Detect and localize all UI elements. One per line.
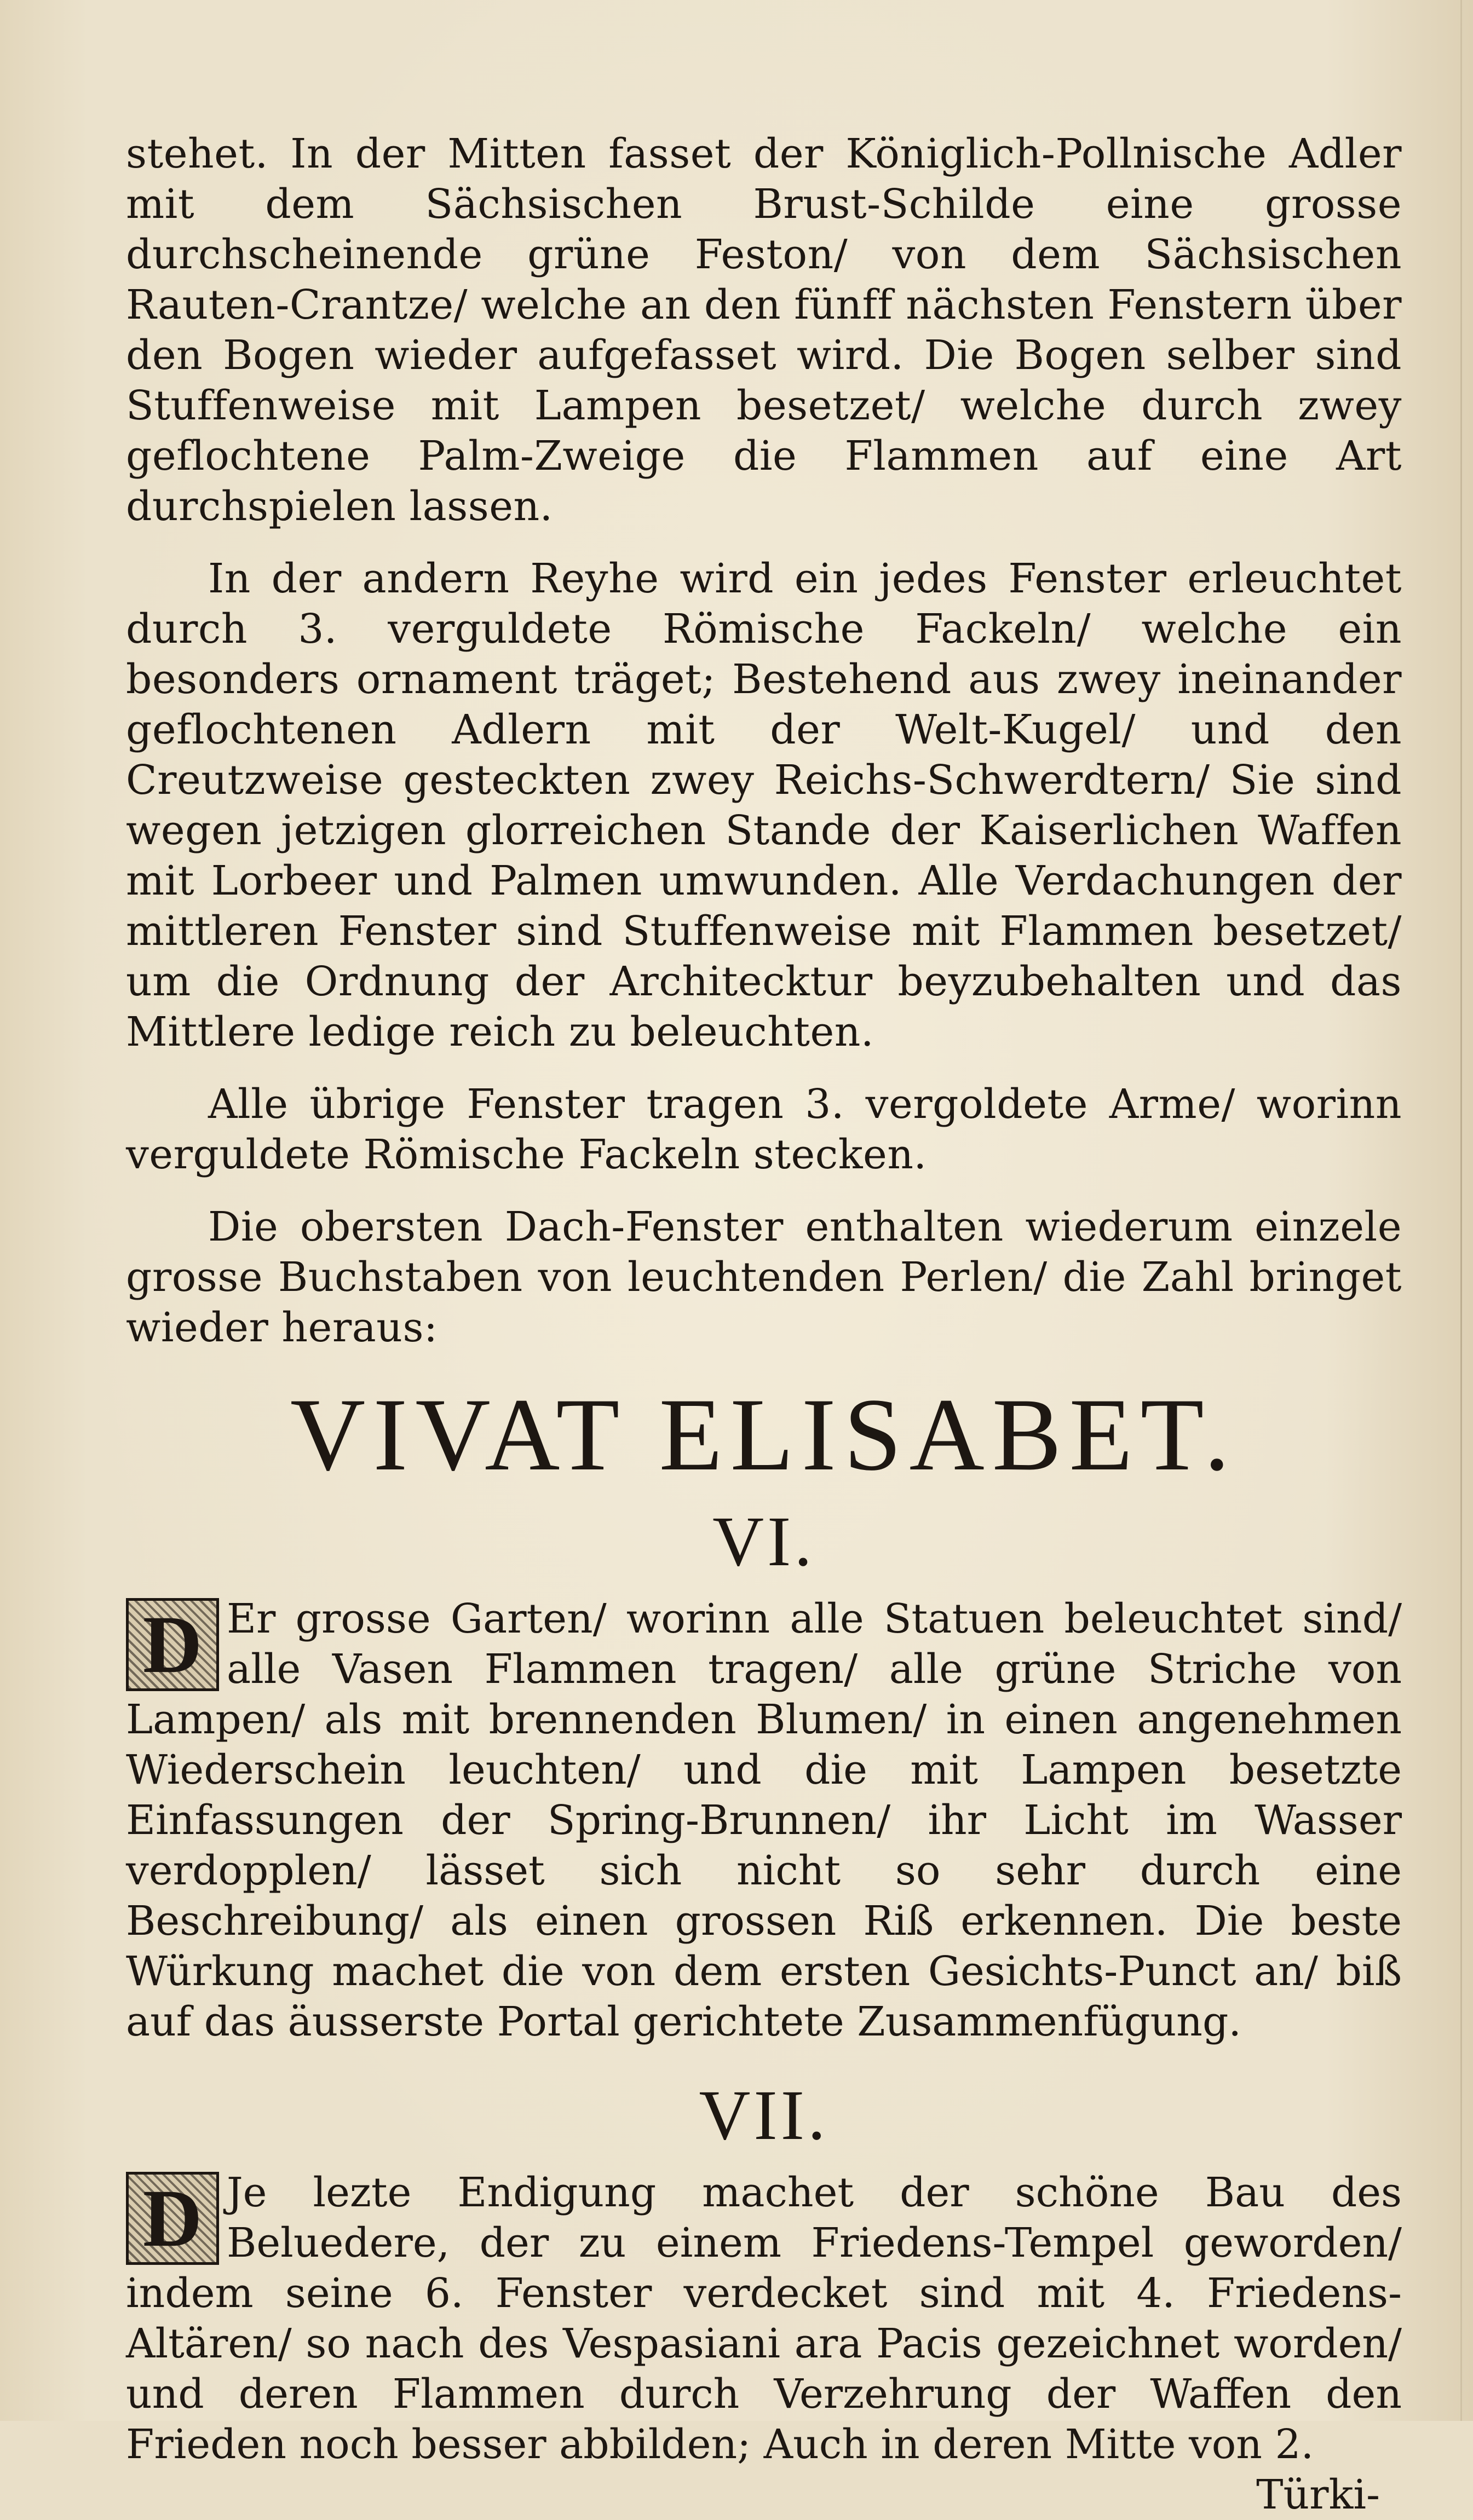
spacer: [126, 1180, 1402, 1202]
section-numeral-vii: VII.: [699, 2076, 829, 2155]
text-block: [126, 129, 1402, 2520]
paragraph-torches: In der andern Reyhe wird ein jedes Fenster erleuchtet durch 3. verguldete Römische Fackeln/ welche ein besonders ornament träget; Bestehend aus zwey ineinander geflochtenen Adlern mit der Welt-Kugel/ und den Creutzweise gesteckten zwey Reichs-Schwerdtern/ Sie sind wegen jetzigen glorreichen Stande der Kaiserlichen Waffen mit Lorbeer und Palmen umwunden. Alle Verdachungen der mittleren Fenster sind Stuffenweise mit Flammen besetzet/ um die Ordnung der Architecktur beyzubehalten und das Mittlere ledige reich zu beleuchten.: [126, 555, 1402, 1056]
catchword: Türki-: [1256, 2471, 1380, 2518]
initial-letter: D: [142, 2173, 203, 2264]
paragraph-continued: stehet. In der Mitten fasset der Königlich-Pollnische Adler mit dem Sächsischen Brust-Schilde eine grosse durchscheinende grüne Feston/ von dem Sächsischen Rauten-Crantze/ welche an den fünff nächsten Fenstern über den Bogen wieder aufgefasset wird. Die Bogen selber sind Stuffenweise mit Lampen besetzet/ welche durch zwey geflochtene Palm-Zweige die Flammen auf eine Art durchspielen lassen.: [126, 130, 1402, 530]
decorated-initial: [126, 2172, 219, 2265]
section-numeral-vi: VI.: [712, 1502, 815, 1581]
spacer: [126, 1057, 1402, 1079]
section-vi-paragraph: [126, 1594, 1402, 2047]
paragraph-roof-windows: Die obersten Dach-Fenster enthalten wiederum einzele grosse Buchstaben von leuchtenden Perlen/ die Zahl bringet wieder heraus:: [126, 1203, 1402, 1351]
paragraph-other-windows: Alle übrige Fenster tragen 3. vergoldete Arme/ worinn verguldete Römische Fackeln stecken.: [126, 1081, 1402, 1178]
initial-letter: D: [142, 1599, 203, 1690]
section-vi-text: Er grosse Garten/ worinn alle Statuen beleuchtet sind/ alle Vasen Flammen tragen/ alle grüne Striche von Lampen/ als mit brennenden Blumen/ in einen angenehmen Wiederschein leuchten/ und die mit Lampen besetzte Einfassungen der Spring-Brunnen/ ihr Licht im Wasser verdopplen/ lässet sich nicht so sehr durch eine Beschreibung/ als einen grossen Riß erkennen. Die beste Würkung machet die von dem ersten Gesichts-Punct an/ biß auf das äusserste Portal gerichtete Zusammenfügung.: [126, 1595, 1402, 2045]
motto-heading: VIVAT ELISABET.: [290, 1377, 1238, 1492]
section-vii-text: Je lezte Endigung machet der schöne Bau des Beluedere, der zu einem Friedens-Tempel geworden/ indem seine 6. Fenster verdecket sind mit 4. Friedens-Altären/ so nach des Vespasiani ara Pacis gezeichnet worden/ und deren Flammen durch Verzehrung der Waffen den Frieden noch besser abbilden; Auch in deren Mitte von 2.: [126, 2169, 1402, 2468]
section-vii-paragraph: [126, 2167, 1402, 2470]
decorated-initial: [126, 1598, 219, 1691]
page-edge-shadow: [1460, 0, 1462, 2421]
spacer: [126, 532, 1402, 553]
